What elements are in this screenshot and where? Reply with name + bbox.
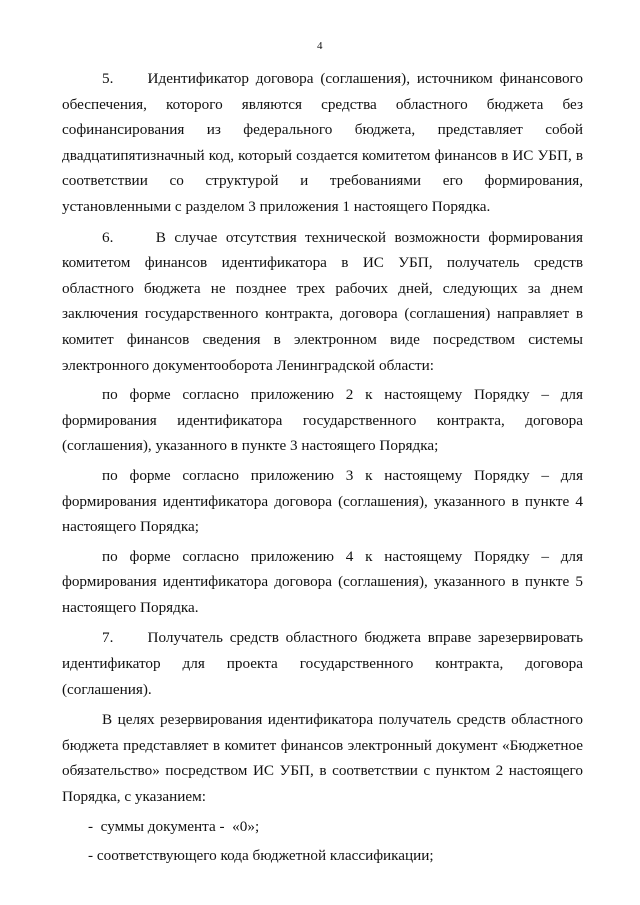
- paragraph-form-appendix-2: по форме согласно приложению 2 к настоящему Порядку – для формирования идентификатора государственного контракта, договора (соглашения), указанного в пункте 3 настоящего Порядка;: [62, 386, 583, 455]
- paragraph-item-6: 6. В случае отсутствия технической возможности формирования комитетом финансов идентификатора в ИС УБП, получатель средств областного бюджета не позднее трех рабочих дней, следующих за днем заключения государственного контракта, договора (соглашения) направляет в комитет финансов сведения в электронном виде посредством системы электронного документооборота Ленинградской области:: [62, 228, 583, 374]
- paragraph-form-appendix-3: по форме согласно приложению 3 к настоящему Порядку – для формирования идентификатора договора (соглашения), указанного в пункте 4 настоящего Порядка;: [62, 466, 583, 536]
- paragraph-reservation: В целях резервирования идентификатора получатель средств областного бюджета представляет в комитет финансов электронный документ «Бюджетное обязательство» посредством ИС УБП, в соответствии с пунктом 2 настоящего Порядка, с указанием:: [62, 711, 583, 806]
- paragraph-item-5: 5. Идентификатор договора (соглашения), источником финансового обеспечения, которого являются средства областного бюджета без софинансирования из федерального бюджета, представляет собой двадцатипятизначный код, который создается комитетом финансов в ИС УБП, в соответствии со структурой и требованиями его формирования, установленными с разделом 3 приложения 1 настоящего Порядка.: [62, 70, 583, 215]
- list-item-budget-code: - соответствующего кода бюджетной классификации;: [88, 847, 434, 865]
- list-item-document-sum: - суммы документа - «0»;: [88, 817, 260, 835]
- paragraph-item-7: 7. Получатель средств областного бюджета вправе зарезервировать идентификатор для проекта государственного контракта, договора (соглашения).: [62, 629, 583, 698]
- page-number: 4: [317, 40, 323, 52]
- paragraph-form-appendix-4: по форме согласно приложению 4 к настоящему Порядку – для формирования идентификатора договора (соглашения), указанного в пункте 5 настоящего Порядка.: [62, 547, 583, 616]
- document-body: [62, 66, 583, 873]
